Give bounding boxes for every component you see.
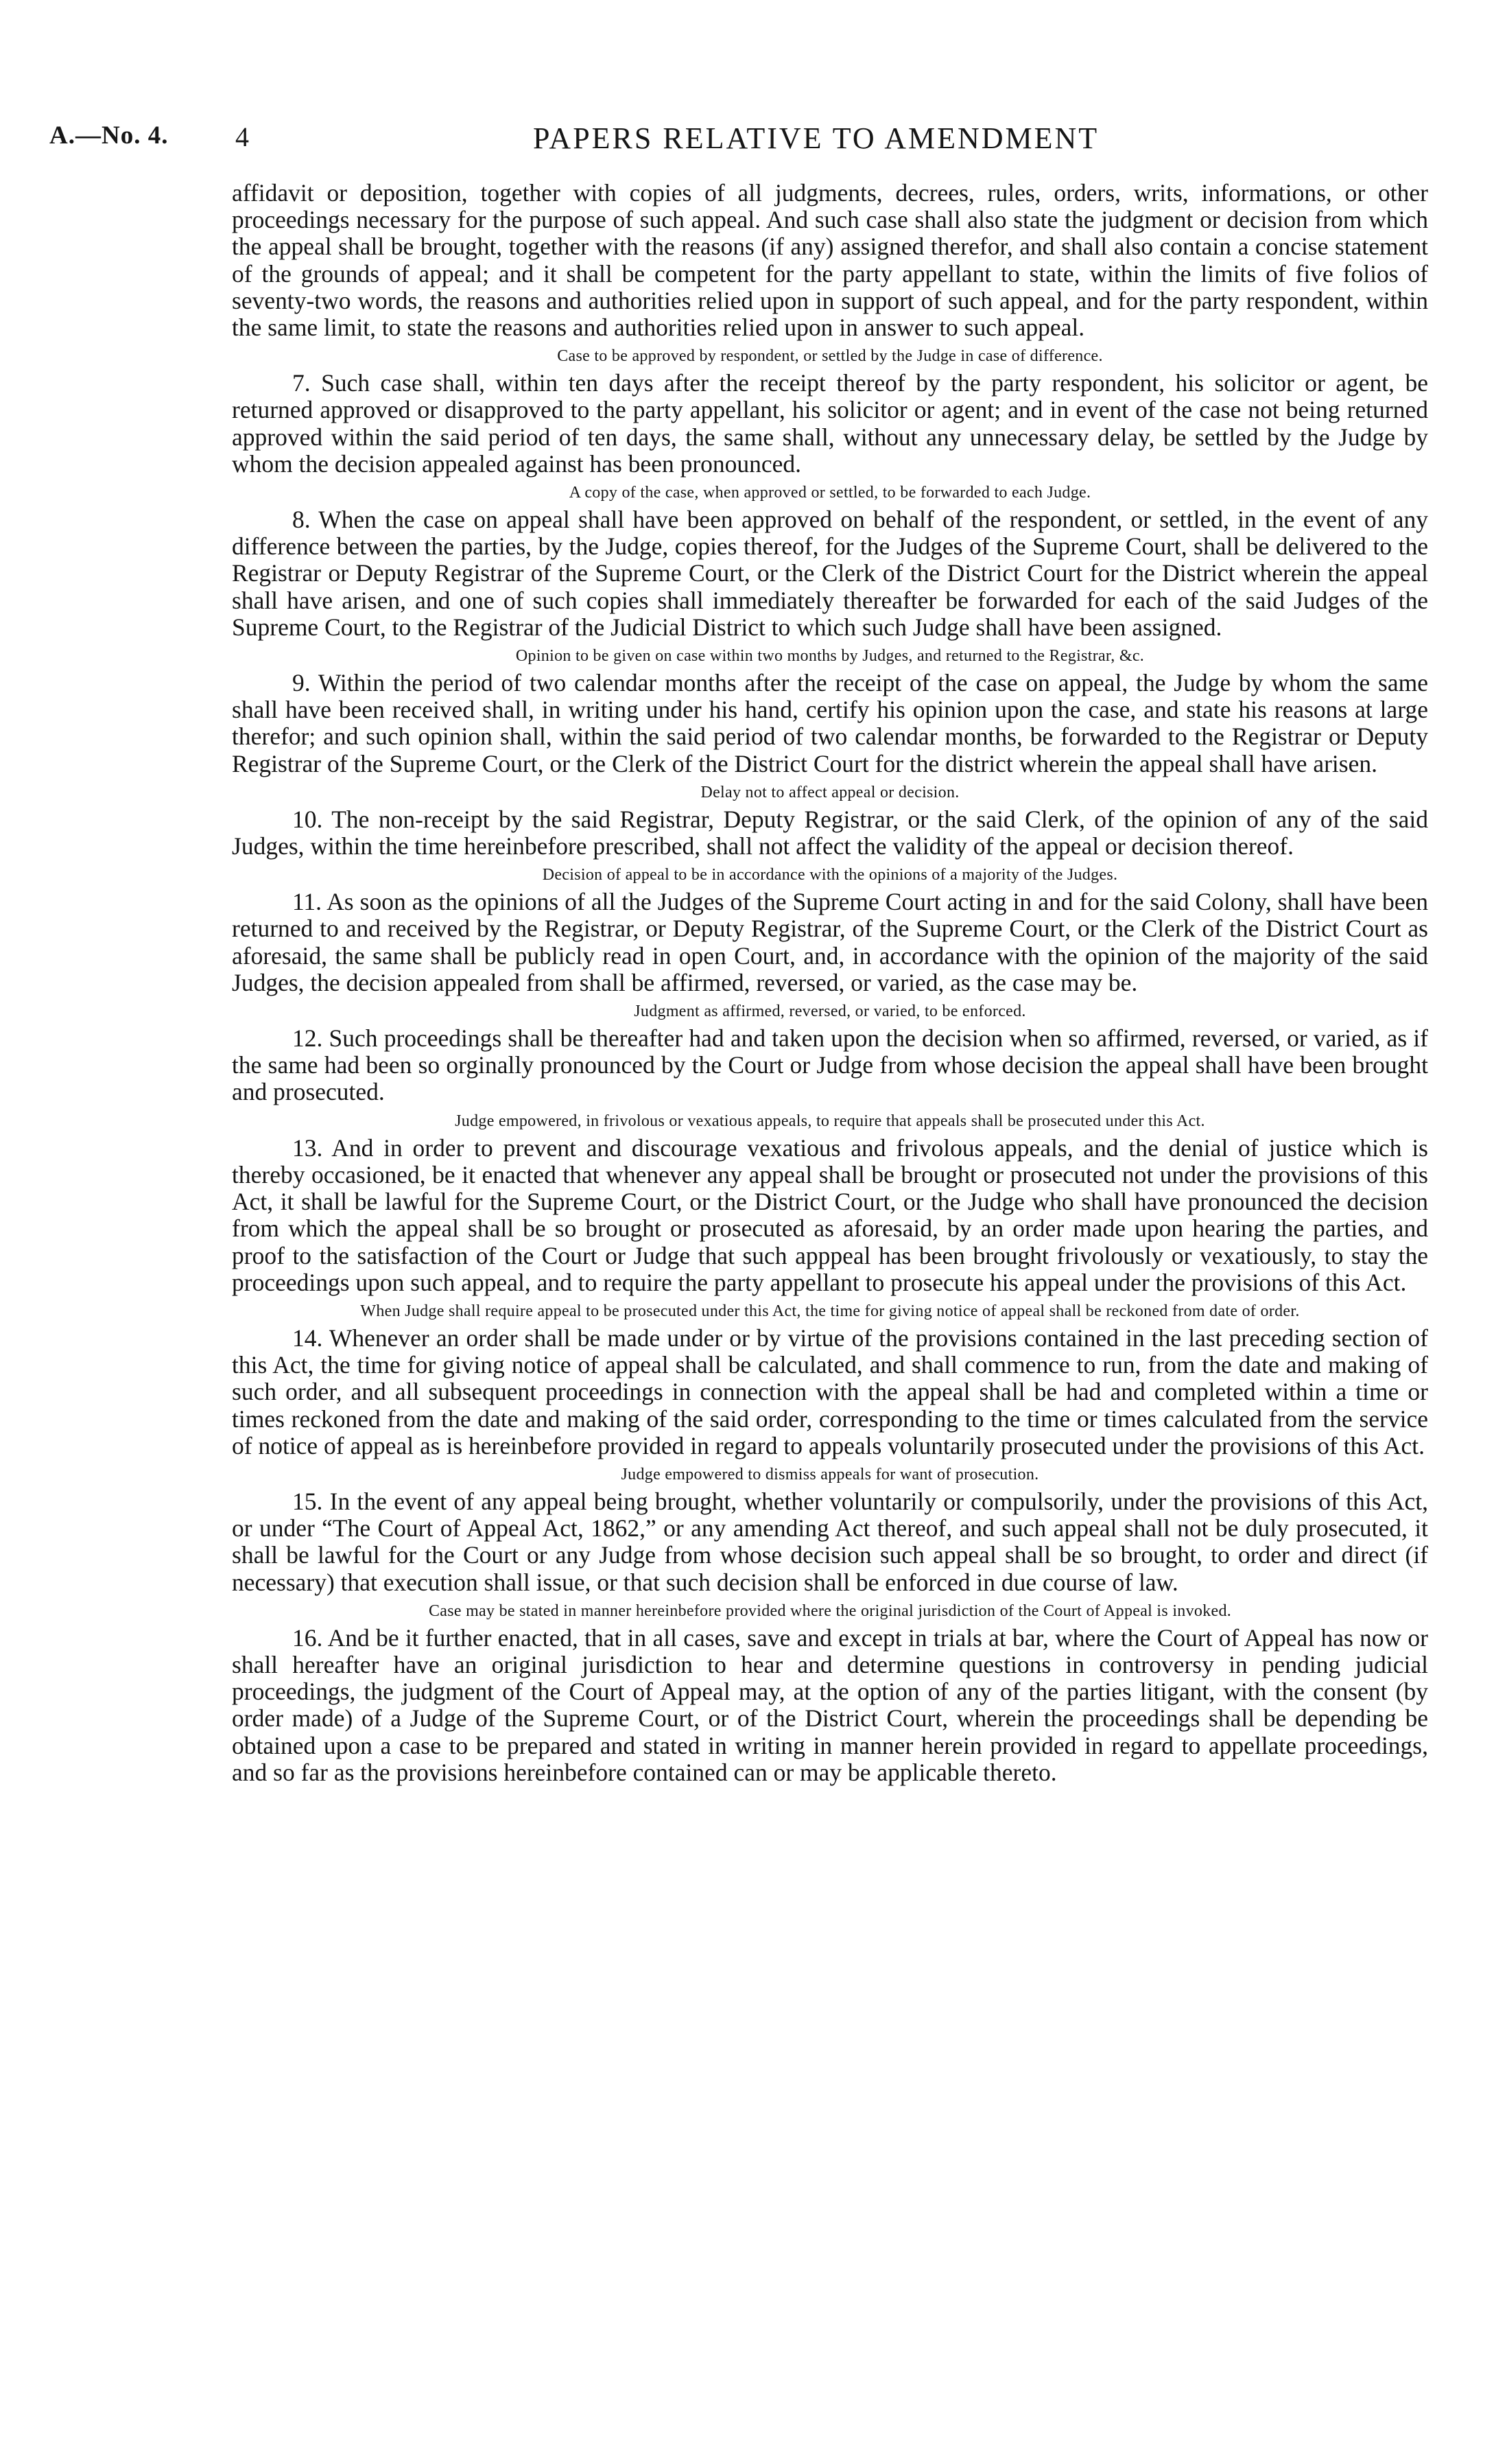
section-9 [232,645,1428,777]
intro-paragraph: affidavit or deposition, together with copies of all judgments, decrees, rules, orders, writs, informations, or other proceedings necessary for the purpose of such appeal. And such case shall also state the judgment or decision from which the appeal shall be brought, together with the reasons (if any) assigned therefor, and shall also contain a concise statement of the grounds of appeal; and it shall be competent for the party appellant to state, within the limits of five folios of seventy-two words, the reasons and authorities relied upon in support of such appeal, and for the party respondent, within the same limit, to state the reasons and authorities relied upon in answer to such appeal. [232,179,1428,342]
section-16 [232,1600,1428,1786]
section-8-text: 8. When the case on appeal shall have been approved on behalf of the respondent, or settled, in the event of any difference between the parties, by the Judge, copies thereof, for the Judges of the Supreme Court, shall be delivered to the Registrar or Deputy Registrar of the Supreme Court, or the Clerk of the District Court for the District wherein the appeal shall have arisen, and one of such copies shall immediately thereafter be forwarded for each of the said Judges of the Supreme Court, to the Registrar of the Judicial District to which such Judge shall have been assigned. [232,506,1428,641]
section-16-note: Case may be stated in manner hereinbefore provided where the original jurisdiction of the Court of Appeal is invoked. [428,1601,1232,1620]
section-7-text: 7. Such case shall, within ten days after the receipt thereof by the party respondent, his solicitor or agent, be returned approved or disapproved to the party appellant, his solicitor or agent; and in event of the case not being returned approved within the said period of ten days, the same shall, without any unnecessary delay, be settled by the Judge by whom the decision appealed against has been pronounced. [232,369,1428,478]
section-10-text: 10. The non-receipt by the said Registrar, Deputy Registrar, or the said Clerk, of the opinion of any of the said Judges, within the time hereinbefore prescribed, shall not affect the validity of the appeal or decision thereof. [232,805,1428,860]
section-13-note: Judge empowered, in frivolous or vexatious appeals, to require that appeals shall be prosecuted under this Act. [455,1112,1205,1130]
section-14-text: 14. Whenever an order shall be made under or by virtue of the provisions contained in the last preceding section of this Act, the time for giving notice of appeal shall be calculated, and shall commence to run, from the date and making of such order, and all subsequent proceedings in connection with the appeal shall be had and completed within a time or times reckoned from the date and making of the said order, corresponding to the time or times calculated from the service of notice of appeal as is hereinbefore provided in regard to appeals voluntarily prosecuted under the provisions of this Act. [232,1324,1428,1459]
section-12-text: 12. Such proceedings shall be thereafter had and taken upon the decision when so affirmed, reversed, or varied, as if the same had been so orginally pronounced by the Court or Judge from whose decision the appeal shall have been brought and prosecuted. [232,1024,1428,1106]
document-reference: A.—No. 4. [49,121,169,150]
section-11-text: 11. As soon as the opinions of all the Judges of the Supreme Court acting in and for the said Colony, shall have been returned to and received by the Registrar, or Deputy Registrar, of the Supreme Court, or the Clerk of the District Court as aforesaid, the same shall be publicly read in open Court, and, in accordance with the opinion of the majority of the said Judges, the decision appealed from shall be affirmed, reversed, or varied, as the case may be. [232,888,1428,996]
section-15 [232,1464,1428,1596]
section-13-text: 13. And in order to prevent and discourage vexatious and frivolous appeals, and the denial of justice which is thereby occasioned, be it enacted that whenever any appeal shall be brought or prosecuted not under the provisions of this Act, it shall be lawful for the Supreme Court, or the District Court, or the Judge who shall have pronounced the decision from which the appeal shall be so brought or prosecuted as aforesaid, by an order made upon hearing the parties, and proof to the satisfaction of the Court or Judge that such apppeal has been brought frivolously or vexatiously, to stay the proceedings upon such appeal, and to require the party appellant to prosecute his appeal under the provisions of this Act. [232,1134,1428,1296]
section-10-note: Delay not to affect appeal or decision. [700,783,960,801]
page-title: PAPERS RELATIVE TO AMENDMENT [533,121,1100,155]
section-12-note: Judgment as affirmed, reversed, or varied, to be enforced. [634,1002,1026,1021]
section-7 [232,345,1428,478]
document-body [232,180,1428,1786]
section-7-note: Case to be approved by respondent, or settled by the Judge in case of difference. [557,347,1103,366]
section-11 [232,864,1428,996]
section-12 [232,1000,1428,1106]
section-8-note: A copy of the case, when approved or settled, to be forwarded to each Judge. [569,484,1091,502]
page-number: 4 [235,121,249,152]
section-10 [232,782,1428,860]
section-15-text: 15. In the event of any appeal being brought, whether voluntarily or compulsorily, under the provisions of this Act, or under “The Court of Appeal Act, 1862,” or any amending Act thereof, and such appeal shall not be duly prosecuted, it shall be lawful for the Court or any Judge from whose decision such appeal shall be so brought, to order and direct (if necessary) that execution shall issue, or that such decision shall be enforced in due course of law. [232,1487,1428,1596]
section-11-note: Decision of appeal to be in accordance with the opinions of a majority of the Judges. [542,866,1118,884]
section-8 [232,482,1428,641]
section-14 [232,1300,1428,1459]
section-9-text: 9. Within the period of two calendar months after the receipt of the case on appeal, the Judge by whom the same shall have been received shall, in writing under his hand, certify his opinion upon the case, and state his reasons at large therefor; and such opinion shall, within the said period of two calendar months, be forwarded to the Registrar or Deputy Registrar of the Supreme Court, or the Clerk of the District Court for the district wherein the appeal shall have arisen. [232,669,1428,777]
page-header [0,121,1507,162]
section-16-text: 16. And be it further enacted, that in all cases, save and except in trials at bar, where the Court of Appeal has now or shall hereafter have an original jurisdiction to hear and determine questions in controversy in pending judicial proceedings, the judgment of the Court of Appeal may, at the option of any of the parties litigant, with the consent (by order made) of a Judge of the Supreme Court, or of the District Court, wherein the proceedings shall be depending be obtained upon a case to be prepared and stated in writing in manner herein provided in regard to appellate proceedings, and so far as the provisions hereinbefore contained can or may be applicable thereto. [232,1623,1428,1786]
section-13 [232,1110,1428,1296]
section-15-note: Judge empowered to dismiss appeals for want of prosecution. [621,1465,1039,1483]
section-9-note: Opinion to be given on case within two months by Judges, and returned to the Registrar, &c. [515,647,1145,666]
section-14-note: When Judge shall require appeal to be prosecuted under this Act, the time for giving notice of appeal shall be reckoned from date of order. [360,1302,1300,1320]
